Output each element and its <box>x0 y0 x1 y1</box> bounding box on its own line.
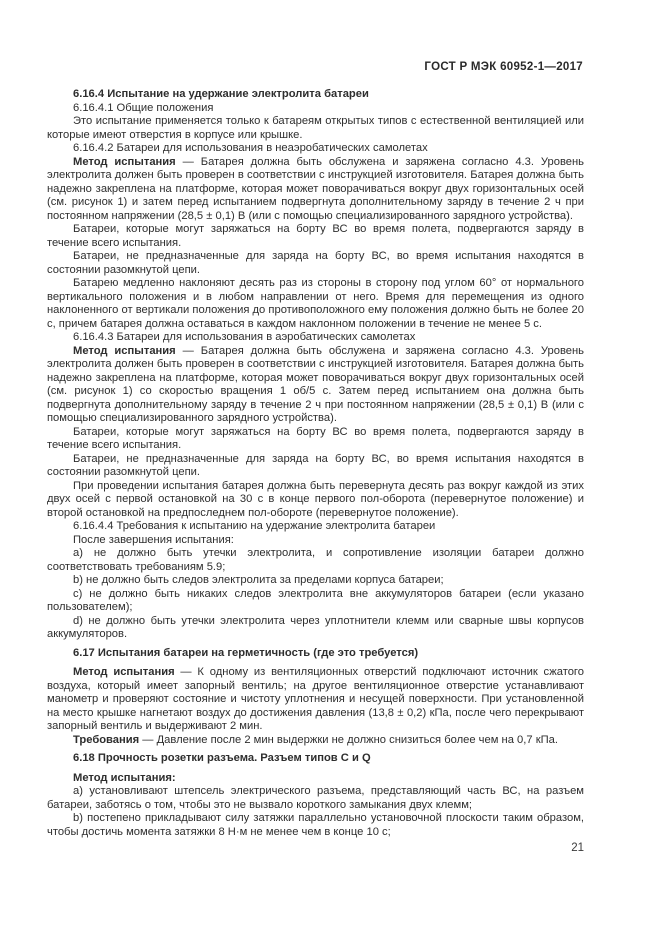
paragraph-text: — Батарея должна быть обслужена и заряжена согласно 4.3. Уровень электролита должен быть проверен в соответствии с инструкцией изготовителя. Батарея должна быть надежно закреплена на платформе, которая может поворачиваться вокруг двух горизонтальных осей (см. рисунок 1) со скоростью вращения 1 об/5 с. Затем перед испытанием она должна быть подвергнута дополнительному заряду в течение 2 ч при постоянном напряжении (28,5 ± 0,1) В (или с помощью специализированного зарядного устройства). <box>47 344 584 424</box>
paragraph: При проведении испытания батарея должна быть перевернута десять раз вокруг каждой из этих двух осей с первой остановкой на 30 с в конце первого пол-оборота (перевернутое положение) и второй остановкой на предпоследнем пол-обороте (перевернутое положение). <box>47 479 584 519</box>
paragraph: Батареи, которые могут заряжаться на борту ВС во время полета, подвергаются заряду в течение всего испытания. <box>47 223 584 249</box>
section-heading-6-16-4: 6.16.4 Испытание на удержание электролита батареи <box>73 88 369 100</box>
paragraph-text: — Давление после 2 мин выдержки не должно снизиться более чем на 0,7 кПа. <box>139 733 558 746</box>
subsection-heading-6-16-4-4: 6.16.4.4 Требования к испытанию на удержание электролита батареи <box>73 520 436 532</box>
subsection-heading-6-16-4-3: 6.16.4.3 Батареи для использования в аэробатических самолетах <box>73 331 416 343</box>
lead-label: Требования <box>73 733 140 746</box>
paragraph-test-method <box>47 345 584 426</box>
page-number: 21 <box>571 842 584 854</box>
paragraph-requirements <box>47 734 584 748</box>
list-item-b: b) постепено прикладывают силу затяжки параллельно установочной плоскости таким образом, чтобы достичь момента затяжки 8 Н·м не менее чем в конце 10 с; <box>47 812 584 838</box>
list-item-a: a) не должно быть утечки электролита, и сопротивление изоляции батареи должно соответствовать требованиям 5.9; <box>47 547 584 573</box>
list-item-b: b) не должно быть следов электролита за пределами корпуса батареи; <box>73 574 444 586</box>
lead-label: Метод испытания <box>73 155 176 168</box>
paragraph: Это испытание применяется только к батареям открытых типов с естественной вентиляцией или которые имеют отверстия в корпусе или крышке. <box>47 115 584 141</box>
lead-label: Метод испытания <box>73 344 176 357</box>
document-body <box>47 88 584 839</box>
paragraph-text: — К одному из вентиляционных отверстий подключают источник сжатого воздуха, который имеет запорный вентиль; на другое вентиляционное отверстие устанавливают манометр и проверяют состояние и чистоту уплотнения и несущей поверхности. При установленной на место крышке нагнетают воздух до достижения давления (13,8 ± 0,2) кПа, после чего перекрывают запорный вентиль и выдерживают 2 мин. <box>47 666 584 732</box>
subsection-heading-6-16-4-2: 6.16.4.2 Батареи для использования в неаэробатических самолетах <box>73 142 428 154</box>
section-heading-6-17: 6.17 Испытания батареи на герметичность (где это требуется) <box>73 646 419 659</box>
standard-number-header: ГОСТ Р МЭК 60952-1—2017 <box>424 61 583 73</box>
paragraph-test-method-label: Метод испытания: <box>73 771 176 784</box>
paragraph: Батарею медленно наклоняют десять раз из стороны в сторону под углом 60° от нормального вертикального положения и в любом направлении от него. Время для перемещения из одного наклоненного от вертикали положения до противоположного ему положения должно быть не более 20 с, причем батарея должна оставаться в каждом наклонном положении в течение не менее 5 с. <box>47 277 584 330</box>
lead-label: Метод испытания <box>73 666 175 678</box>
paragraph-text: — Батарея должна быть обслужена и заряжена согласно 4.3. Уровень электролита должен быть проверен в соответствии с инструкцией изготовителя. Батарея должна быть надежно закреплена на платформе, которая может поворачиваться вокруг двух горизонтальных осей (см. рисунок 1) и затем перед испытанием подвергнута дополнительному заряду в течение 2 ч при постоянном напряжении (28,5 ± 0,1) В (или с помощью специализированного зарядного устройства). <box>47 155 584 222</box>
paragraph: После завершения испытания: <box>73 533 234 546</box>
subsection-heading-6-16-4-1: 6.16.4.1 Общие положения <box>73 101 214 114</box>
list-item-d: d) не должно быть утечки электролита через уплотнители клемм или сварные швы корпусов аккумуляторов. <box>47 614 584 640</box>
paragraph: Батареи, не предназначенные для заряда на борту ВС, во время испытания находятся в состоянии разомкнутой цепи. <box>47 250 584 276</box>
paragraph-test-method <box>47 156 584 224</box>
paragraph: Батареи, которые могут заряжаться на борту ВС во время полета, подвергаются заряду в течение всего испытания. <box>47 425 584 451</box>
paragraph-test-method <box>47 666 584 734</box>
section-heading-6-18: 6.18 Прочность розетки разъема. Разъем типов C и Q <box>73 752 371 764</box>
list-item-a: a) установливают штепсель электрического разъема, представляющий часть ВС, на разъем батареи, заботясь о том, чтобы это не вызвало короткого замыкания двух клемм; <box>47 785 584 811</box>
paragraph: Батареи, не предназначенные для заряда на борту ВС, во время испытания находятся в состоянии разомкнутой цепи. <box>47 452 584 478</box>
list-item-c: c) не должно быть никаких следов электролита вне аккумуляторов батареи (если указано пользователем); <box>47 587 584 613</box>
